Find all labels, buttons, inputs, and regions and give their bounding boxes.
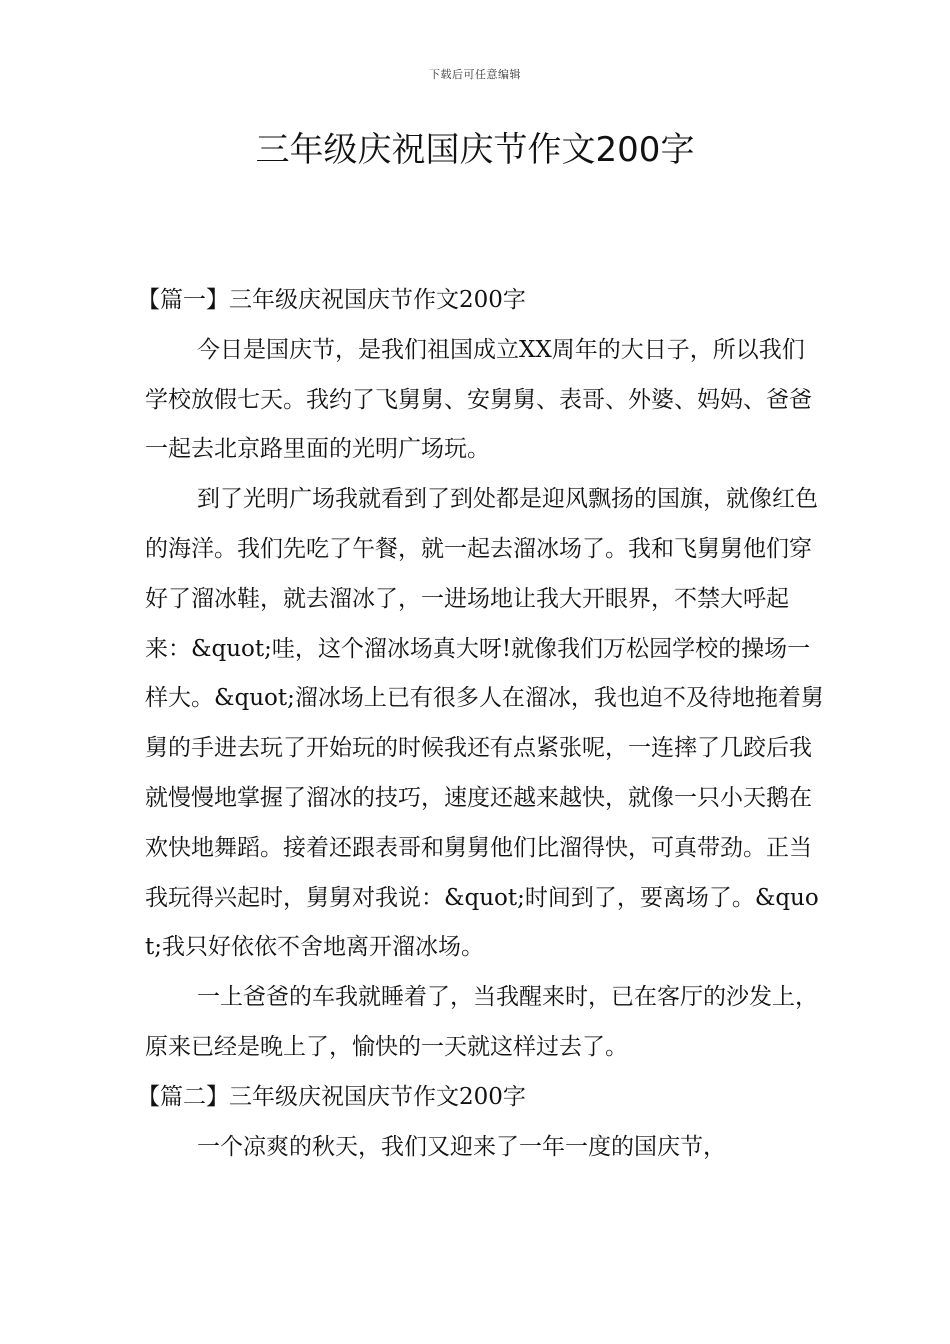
document-body [137, 276, 825, 1172]
paragraph: 到了光明广场我就看到了到处都是迎风飘扬的国旗，就像红色的海洋。我们先吃了午餐，就一起去溜冰场了。我和飞舅舅他们穿好了溜冰鞋，就去溜冰了，一进场地让我大开眼界，不禁大呼起来：&quot;哇，这个溜冰场真大呀!就像我们万松园学校的操场一样大。&quot;溜冰场上已有很多人在溜冰，我也迫不及待地拖着舅舅的手进去玩了开始玩的时候我还有点紧张呢，一连摔了几跤后我就慢慢地掌握了溜冰的技巧，速度还越来越快，就像一只小天鹅在欢快地舞蹈。接着还跟表哥和舅舅他们比溜得快，可真带劲。正当我玩得兴起时，舅舅对我说：&quot;时间到了，要离场了。&quot;我只好依依不舍地离开溜冰场。 [145, 486, 824, 961]
section-heading-2: 【篇二】三年级庆祝国庆节作文200字 [137, 1083, 526, 1110]
paragraph: 一上爸爸的车我就睡着了，当我醒来时，已在客厅的沙发上，原来已经是晚上了，愉快的一天就这样过去了。 [145, 984, 818, 1060]
paragraph: 一个凉爽的秋天，我们又迎来了一年一度的国庆节， [197, 1133, 726, 1160]
section-heading-1: 【篇一】三年级庆祝国庆节作文200字 [137, 287, 526, 313]
paragraph: 今日是国庆节，是我们祖国成立XX周年的大日子，所以我们学校放假七天。我约了飞舅舅、安舅舅、表哥、外婆、妈妈、爸爸一起去北京路里面的光明广场玩。 [145, 336, 812, 463]
header-note: 下载后可任意编辑 [429, 68, 521, 81]
document-title: 三年级庆祝国庆节作文200字 [255, 130, 695, 170]
